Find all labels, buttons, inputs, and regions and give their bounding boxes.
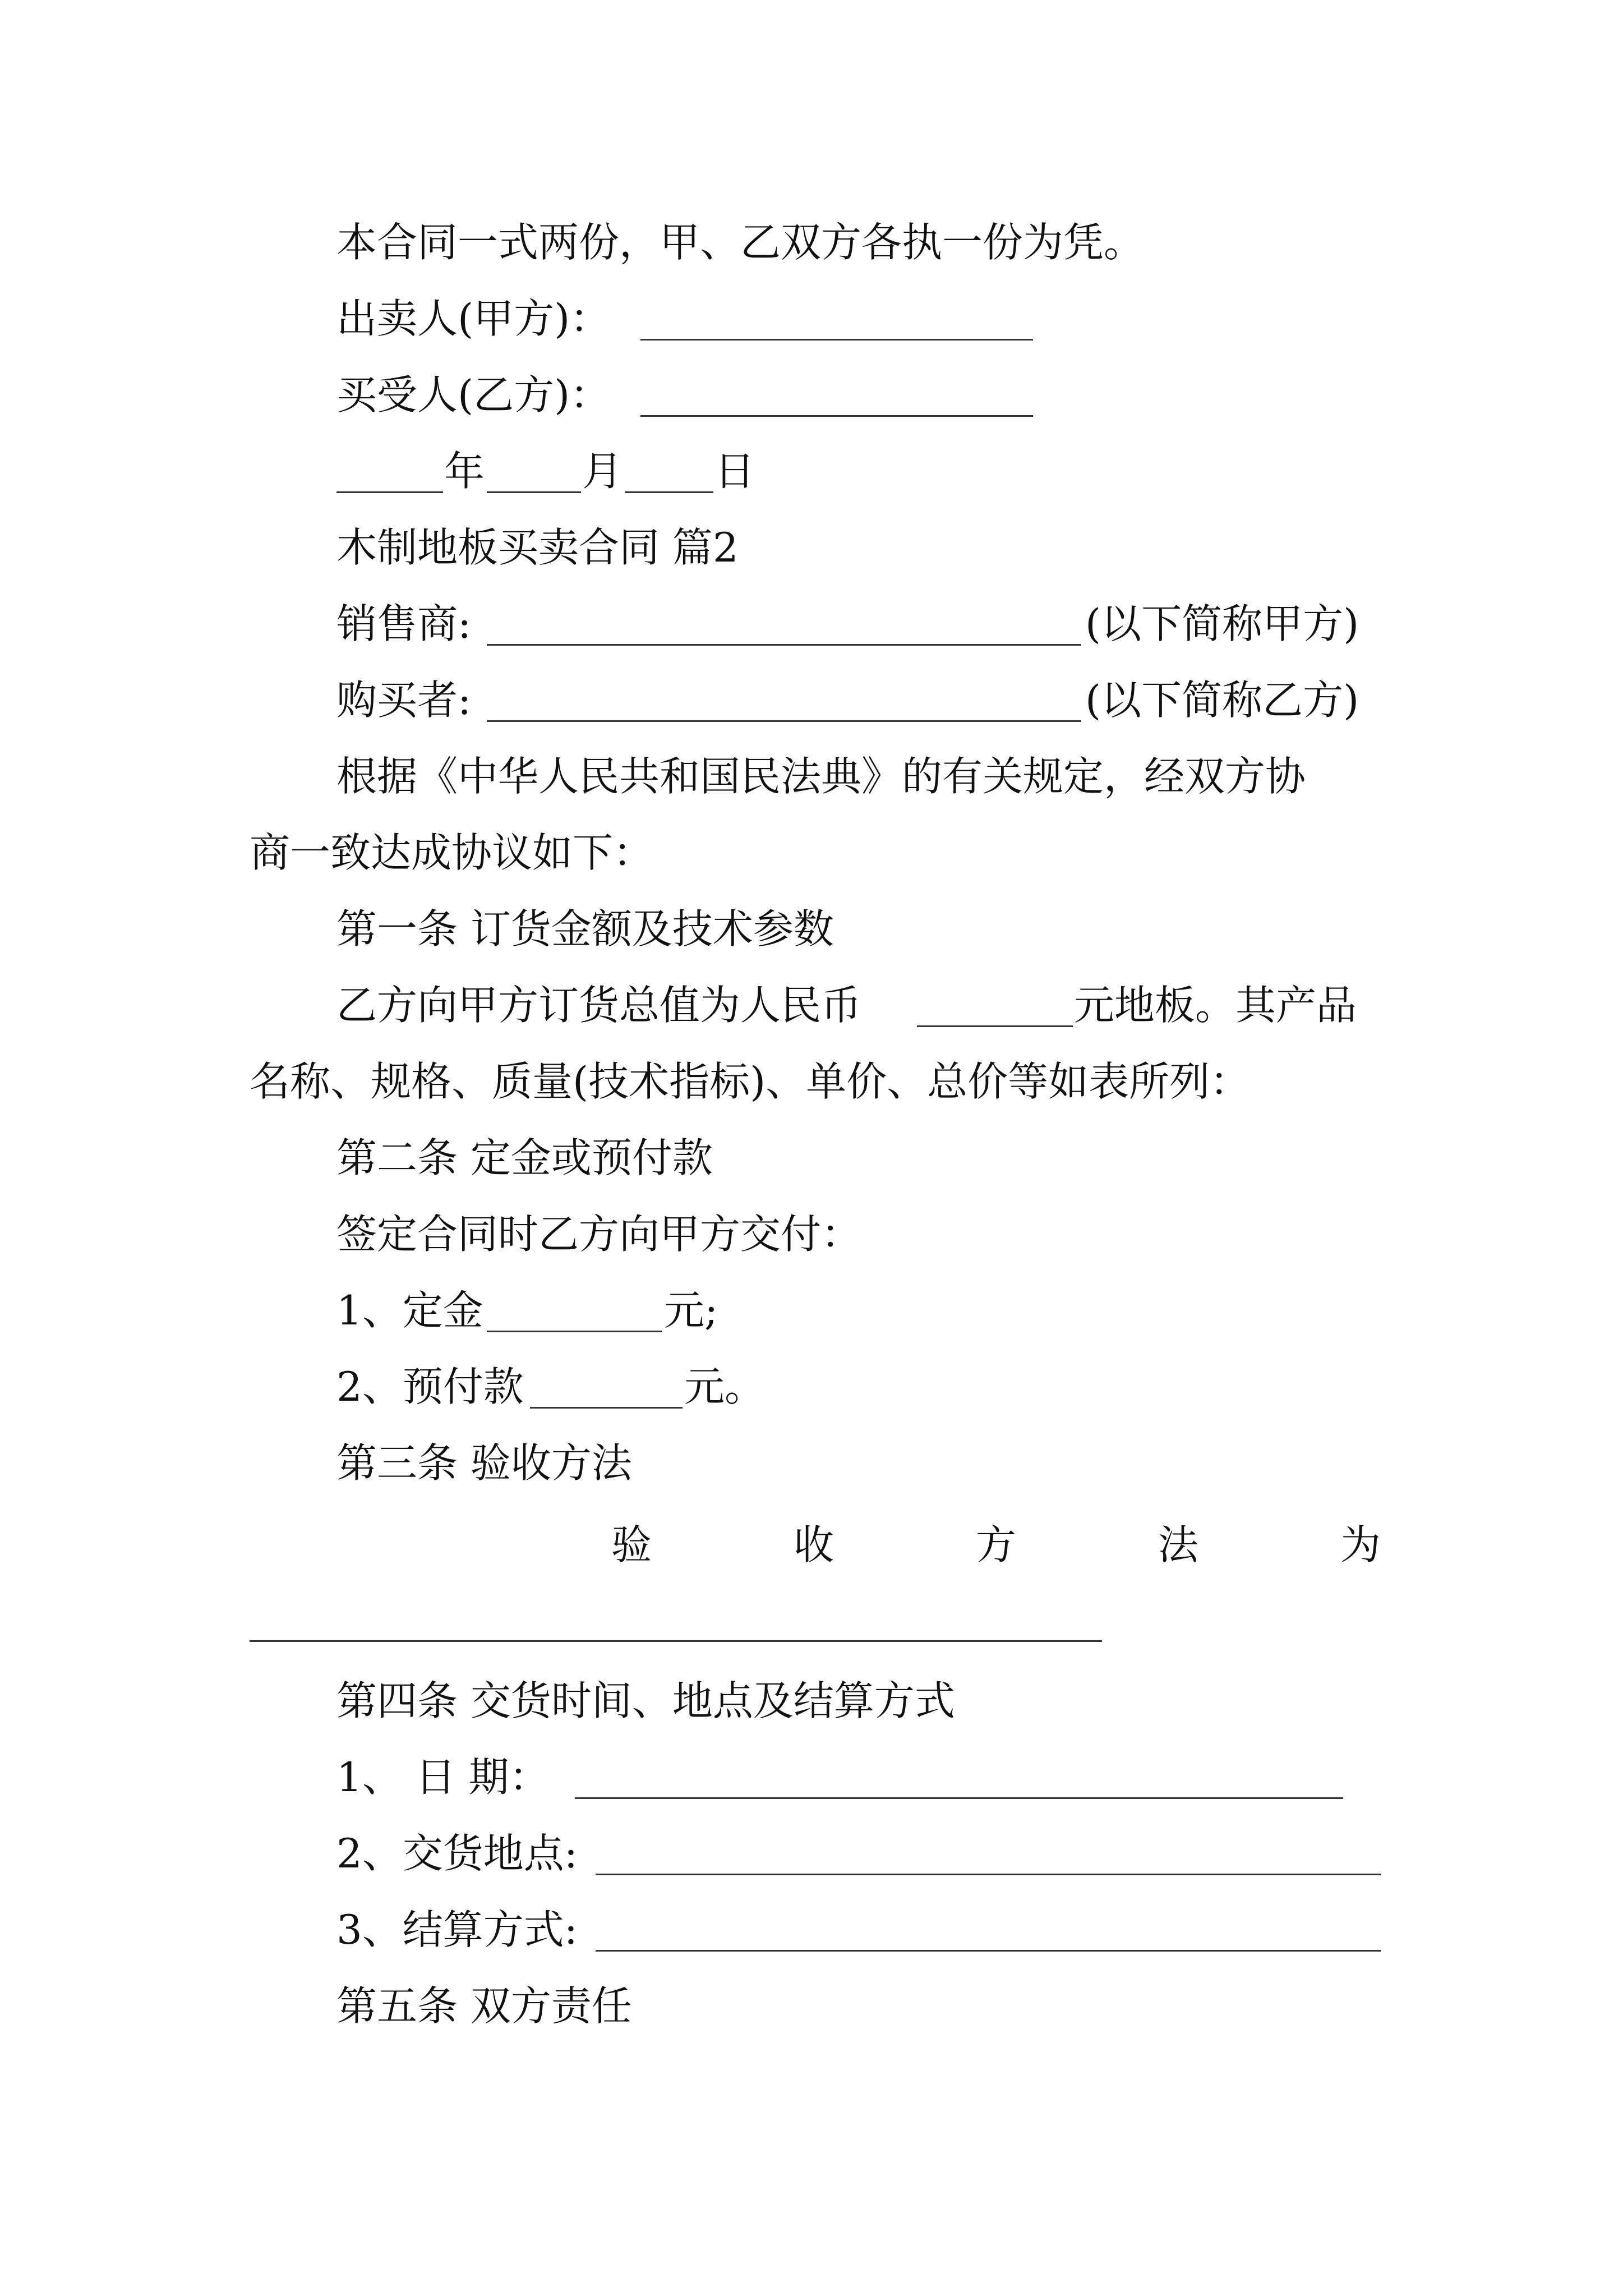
delivery-place-line <box>0 1820 1623 1887</box>
article-2-title <box>0 1124 1623 1191</box>
deposit-blank <box>487 1331 662 1332</box>
prepayment-blank <box>530 1407 683 1409</box>
seller-blank <box>640 339 1033 341</box>
spread-char: 验 <box>611 1521 652 1568</box>
deposit-label: 1、定金 <box>336 1287 483 1334</box>
purchaser-line <box>0 666 1623 734</box>
section-title-text: 木制地板买卖合同 篇2 <box>336 524 739 571</box>
article-3-spread-text <box>611 1511 1381 1579</box>
delivery-place-blank <box>596 1874 1381 1875</box>
intro-line-1-text: 根据《中华人民共和国民法典》的有关规定，经双方协 <box>336 753 1306 800</box>
spread-char: 收 <box>793 1521 834 1568</box>
copies-clause-text: 本合同一式两份，甲、乙双方各执一份为凭。 <box>336 219 1145 266</box>
spread-char: 方 <box>975 1521 1016 1568</box>
prepayment-line <box>0 1353 1623 1420</box>
article-5-title-text: 第五条 双方责任 <box>336 1982 632 2030</box>
settlement-blank <box>596 1950 1381 1952</box>
intro-line-1 <box>0 743 1623 810</box>
buyer-signature-line <box>0 361 1623 429</box>
purchaser-label: 购买者: <box>336 677 472 724</box>
day-blank <box>625 491 713 493</box>
vendor-suffix: (以下简称甲方) <box>1085 600 1359 647</box>
month-label: 月 <box>582 448 623 495</box>
seller-signature-line <box>0 285 1623 352</box>
spread-char: 为 <box>1340 1521 1381 1568</box>
settlement-label: 3、结算方式: <box>336 1906 578 1953</box>
date-line <box>0 438 1623 505</box>
article-1-line-2 <box>0 1048 1623 1115</box>
month-blank <box>487 491 581 493</box>
article-1-line-1 <box>0 972 1623 1039</box>
article-1-line-2-text: 名称、规格、质量(技术指标)、单价、总价等如表所列： <box>250 1058 1251 1105</box>
article-1-line-1-end: 元地板。其产品 <box>1074 982 1357 1029</box>
deposit-line <box>0 1277 1623 1344</box>
article-2-intro <box>0 1200 1623 1268</box>
copies-clause <box>0 209 1623 276</box>
deposit-unit: 元; <box>664 1287 718 1334</box>
delivery-place-label: 2、交货地点: <box>336 1830 578 1877</box>
year-blank <box>336 491 443 493</box>
seller-label: 出卖人(甲方)： <box>336 295 611 342</box>
article-4-title-text: 第四条 交货时间、地点及结算方式 <box>336 1677 955 1724</box>
article-2-title-text: 第二条 定金或预付款 <box>336 1134 713 1181</box>
article-3-method-line <box>0 1511 1623 1579</box>
article-3-title-text: 第三条 验收方法 <box>336 1439 632 1487</box>
article-4-title <box>0 1667 1623 1734</box>
buyer-blank <box>640 415 1033 417</box>
spread-char: 法 <box>1158 1521 1198 1568</box>
article-2-intro-text: 签定合同时乙方向甲方交付： <box>336 1211 862 1258</box>
delivery-date-line <box>0 1743 1623 1811</box>
vendor-label: 销售商: <box>336 600 472 647</box>
inspection-method-blank <box>250 1640 1102 1642</box>
article-1-title-text: 第一条 订货金额及技术参数 <box>336 905 834 953</box>
article-1-title <box>0 895 1623 963</box>
day-label: 日 <box>714 448 755 495</box>
intro-line-2 <box>0 819 1623 886</box>
vendor-line <box>0 590 1623 657</box>
delivery-date-blank <box>575 1797 1343 1799</box>
purchaser-blank <box>487 720 1081 722</box>
vendor-blank <box>487 644 1081 646</box>
delivery-date-label: 1、 日 期： <box>336 1754 550 1801</box>
year-label: 年 <box>444 448 485 495</box>
prepayment-label: 2、预付款 <box>336 1363 524 1410</box>
article-5-title <box>0 1972 1623 2040</box>
purchaser-suffix: (以下简称乙方) <box>1085 677 1359 724</box>
article-1-line-1-start: 乙方向甲方订货总值为人民币 <box>336 982 862 1029</box>
prepayment-unit: 元。 <box>684 1363 766 1410</box>
buyer-label: 买受人(乙方)： <box>336 371 611 418</box>
article-3-title <box>0 1429 1623 1497</box>
settlement-line <box>0 1896 1623 1963</box>
intro-line-2-text: 商一致达成协议如下： <box>250 829 654 876</box>
order-amount-blank <box>917 1025 1073 1027</box>
section-title <box>0 514 1623 581</box>
